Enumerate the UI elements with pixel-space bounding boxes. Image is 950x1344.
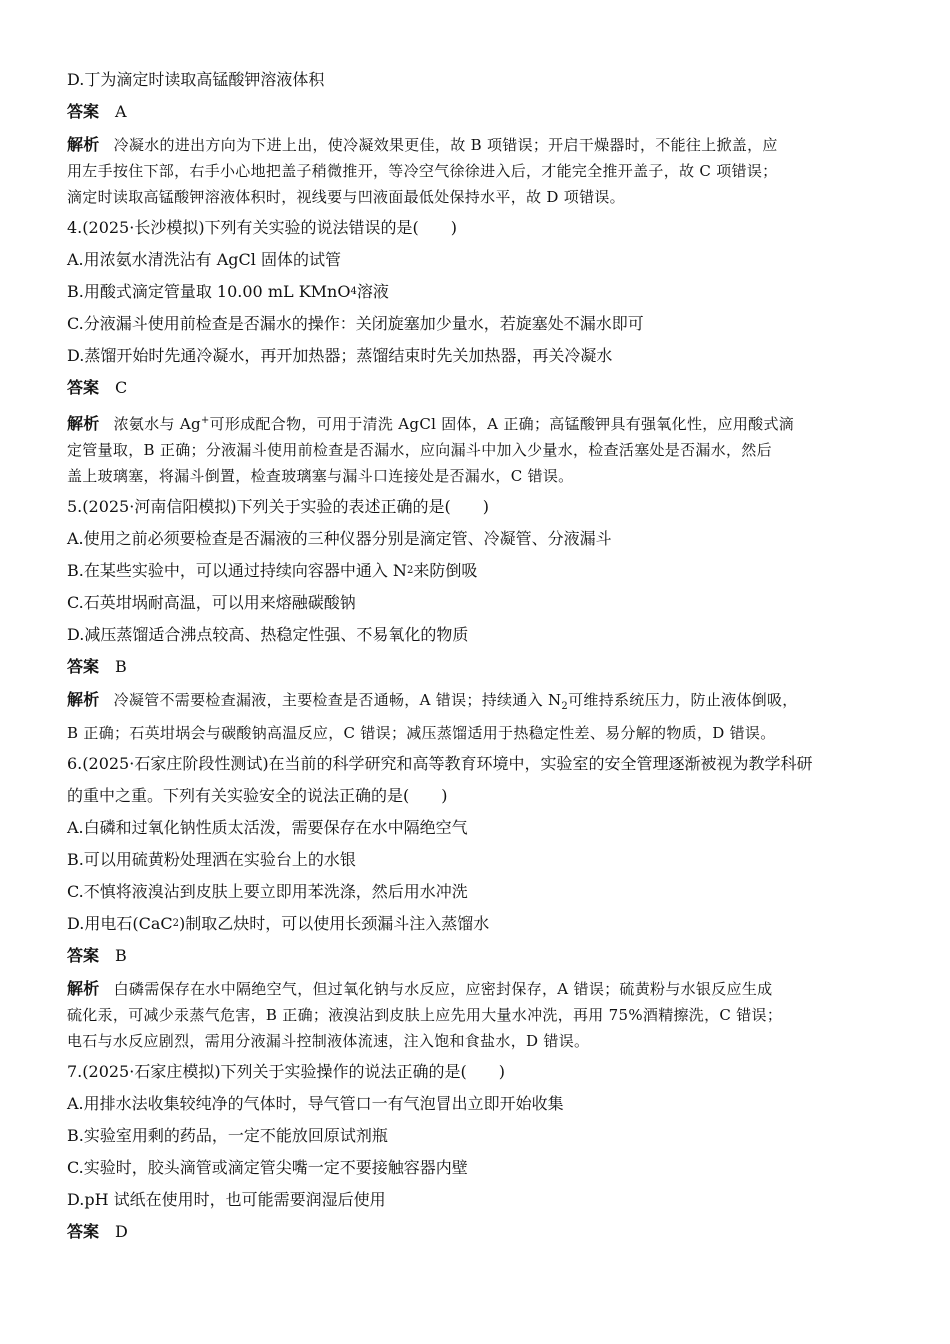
explanation-line: 硫化汞，可减少汞蒸气危害，B 正确；液溴沾到皮肤上应先用大量水冲洗，再用 75%酒精擦洗，C 错误； (67, 1006, 783, 1024)
option-text: B.用酸式滴定管量取 10.00 mL KMnO (67, 282, 351, 301)
explanation-line: 冷凝管不需要检查漏液，主要检查是否通畅，A 错误；持续通入 N (113, 691, 562, 709)
q6-option-d (67, 908, 893, 940)
q6-option-b: B.可以用硫黄粉处理洒在实验台上的水银 (67, 850, 356, 869)
q4-stem: 4.(2025·长沙模拟)下列有关实验的说法错误的是( ) (67, 218, 458, 237)
q3-answer (67, 96, 893, 128)
q5-answer (67, 651, 893, 683)
q6-stem: 6.(2025·石家庄阶段性测试)在当前的科学研究和高等教育环境中，实验室的安全管理逐渐被视为教学科研 (67, 754, 813, 773)
q7-stem: 7.(2025·石家庄模拟)下列关于实验操作的说法正确的是( ) (67, 1062, 506, 1081)
explanation-line: 白磷需保存在水中隔绝空气，但过氧化钠与水反应，应密封保存，A 错误；硫黄粉与水银反应生成 (113, 980, 773, 998)
answer-value: B (115, 946, 127, 965)
answer-label: 答案 (67, 1222, 100, 1241)
explanation-line: 用左手按住下部，右手小心地把盖子稍微推开，等冷空气徐徐进入后，才能完全推开盖子，故 C 项错误； (67, 162, 778, 180)
answer-label: 答案 (67, 378, 100, 397)
explanation-line: 浓氨水与 Ag (113, 415, 201, 433)
explanation-line: 冷凝水的进出方向为下进上出，使冷凝效果更佳，故 B 项错误；开启干燥器时，不能往上掀盖，应 (113, 136, 778, 154)
q5-option-a: A.使用之前必须要检查是否漏液的三种仪器分别是滴定管、冷凝管、分液漏斗 (67, 529, 612, 548)
subscript: 2 (172, 918, 179, 929)
q4-option-c: C.分液漏斗使用前检查是否漏水的操作：关闭旋塞加少量水，若旋塞处不漏水即可 (67, 314, 644, 333)
q7-answer (67, 1216, 893, 1248)
option-text: 溶液 (356, 282, 389, 301)
q6-option-c: C.不慎将液溴沾到皮肤上要立即用苯洗涤，然后用水冲洗 (67, 882, 468, 901)
q4-explanation (67, 408, 893, 489)
explanation-line: 盖上玻璃塞，将漏斗倒置，检查玻璃塞与漏斗口连接处是否漏水，C 错误。 (67, 467, 574, 485)
subscript: 2 (406, 565, 414, 576)
answer-value: B (115, 657, 127, 676)
q4-answer (67, 372, 893, 404)
explanation-line: 滴定时读取高锰酸钾溶液体积时，视线要与凹液面最低处保持水平，故 D 项错误。 (67, 188, 625, 206)
q3-option-d: D.丁为滴定时读取高锰酸钾溶液体积 (67, 70, 325, 89)
q6-explanation (67, 976, 893, 1054)
q3-explanation (67, 132, 893, 210)
q4-option-d: D.蒸馏开始时先通冷凝水，再开加热器；蒸馏结束时先关加热器，再关冷凝水 (67, 346, 613, 365)
option-text: D.用电石(CaC (67, 914, 173, 933)
q6-option-a: A.白磷和过氧化钠性质太活泼，需要保存在水中隔绝空气 (67, 818, 468, 837)
option-text: )制取乙炔时，可以使用长颈漏斗注入蒸馏水 (179, 914, 490, 933)
q7-option-a: A.用排水法收集较纯净的气体时，导气管口一有气泡冒出立即开始收集 (67, 1094, 564, 1113)
answer-label: 答案 (67, 657, 100, 676)
document-page (67, 64, 893, 1248)
explanation-label: 解析 (67, 135, 100, 154)
superscript: + (200, 415, 210, 426)
q6-answer (67, 940, 893, 972)
explanation-line: 可形成配合物，可用于清洗 AgCl 固体，A 正确；高锰酸钾具有强氧化性，应用酸式滴 (209, 415, 795, 433)
q5-option-c: C.石英坩埚耐高温，可以用来熔融碳酸钠 (67, 593, 356, 612)
q7-option-c: C.实验时，胶头滴管或滴定管尖嘴一定不要接触容器内壁 (67, 1158, 468, 1177)
explanation-line: B 正确；石英坩埚会与碳酸钠高温反应，C 错误；减压蒸馏适用于热稳定性差、易分解的物质，D 错误。 (67, 724, 776, 742)
q5-stem: 5.(2025·河南信阳模拟)下列关于实验的表述正确的是( ) (67, 497, 490, 516)
q7-option-d: D.pH 试纸在使用时，也可能需要润湿后使用 (67, 1190, 386, 1209)
q4-option-b (67, 276, 893, 308)
q5-explanation (67, 687, 893, 746)
answer-value: A (115, 102, 127, 121)
explanation-label: 解析 (67, 979, 100, 998)
q4-option-a: A.用浓氨水清洗沾有 AgCl 固体的试管 (67, 250, 341, 269)
explanation-line: 可维持系统压力，防止液体倒吸， (568, 691, 798, 709)
q5-option-d: D.减压蒸馏适合沸点较高、热稳定性强、不易氧化的物质 (67, 625, 469, 644)
answer-label: 答案 (67, 102, 100, 121)
explanation-line: 定管量取，B 正确；分液漏斗使用前检查是否漏水，应向漏斗中加入少量水，检查活塞处是否漏水，然后 (67, 441, 772, 459)
option-text: B.在某些实验中，可以通过持续向容器中通入 N (67, 561, 407, 580)
answer-label: 答案 (67, 946, 100, 965)
explanation-label: 解析 (67, 690, 100, 709)
answer-value: D (115, 1222, 128, 1241)
subscript: 4 (350, 286, 357, 297)
explanation-label: 解析 (67, 414, 100, 433)
answer-value: C (115, 378, 128, 397)
q7-option-b: B.实验室用剩的药品，一定不能放回原试剂瓶 (67, 1126, 388, 1145)
explanation-line: 电石与水反应剧烈，需用分液漏斗控制液体流速，注入饱和食盐水，D 错误。 (67, 1032, 590, 1050)
q6-stem-cont: 的重中之重。下列有关实验安全的说法正确的是( ) (67, 786, 448, 805)
q5-option-b (67, 555, 893, 587)
subscript: 2 (561, 701, 569, 712)
option-text: 来防倒吸 (413, 561, 478, 580)
